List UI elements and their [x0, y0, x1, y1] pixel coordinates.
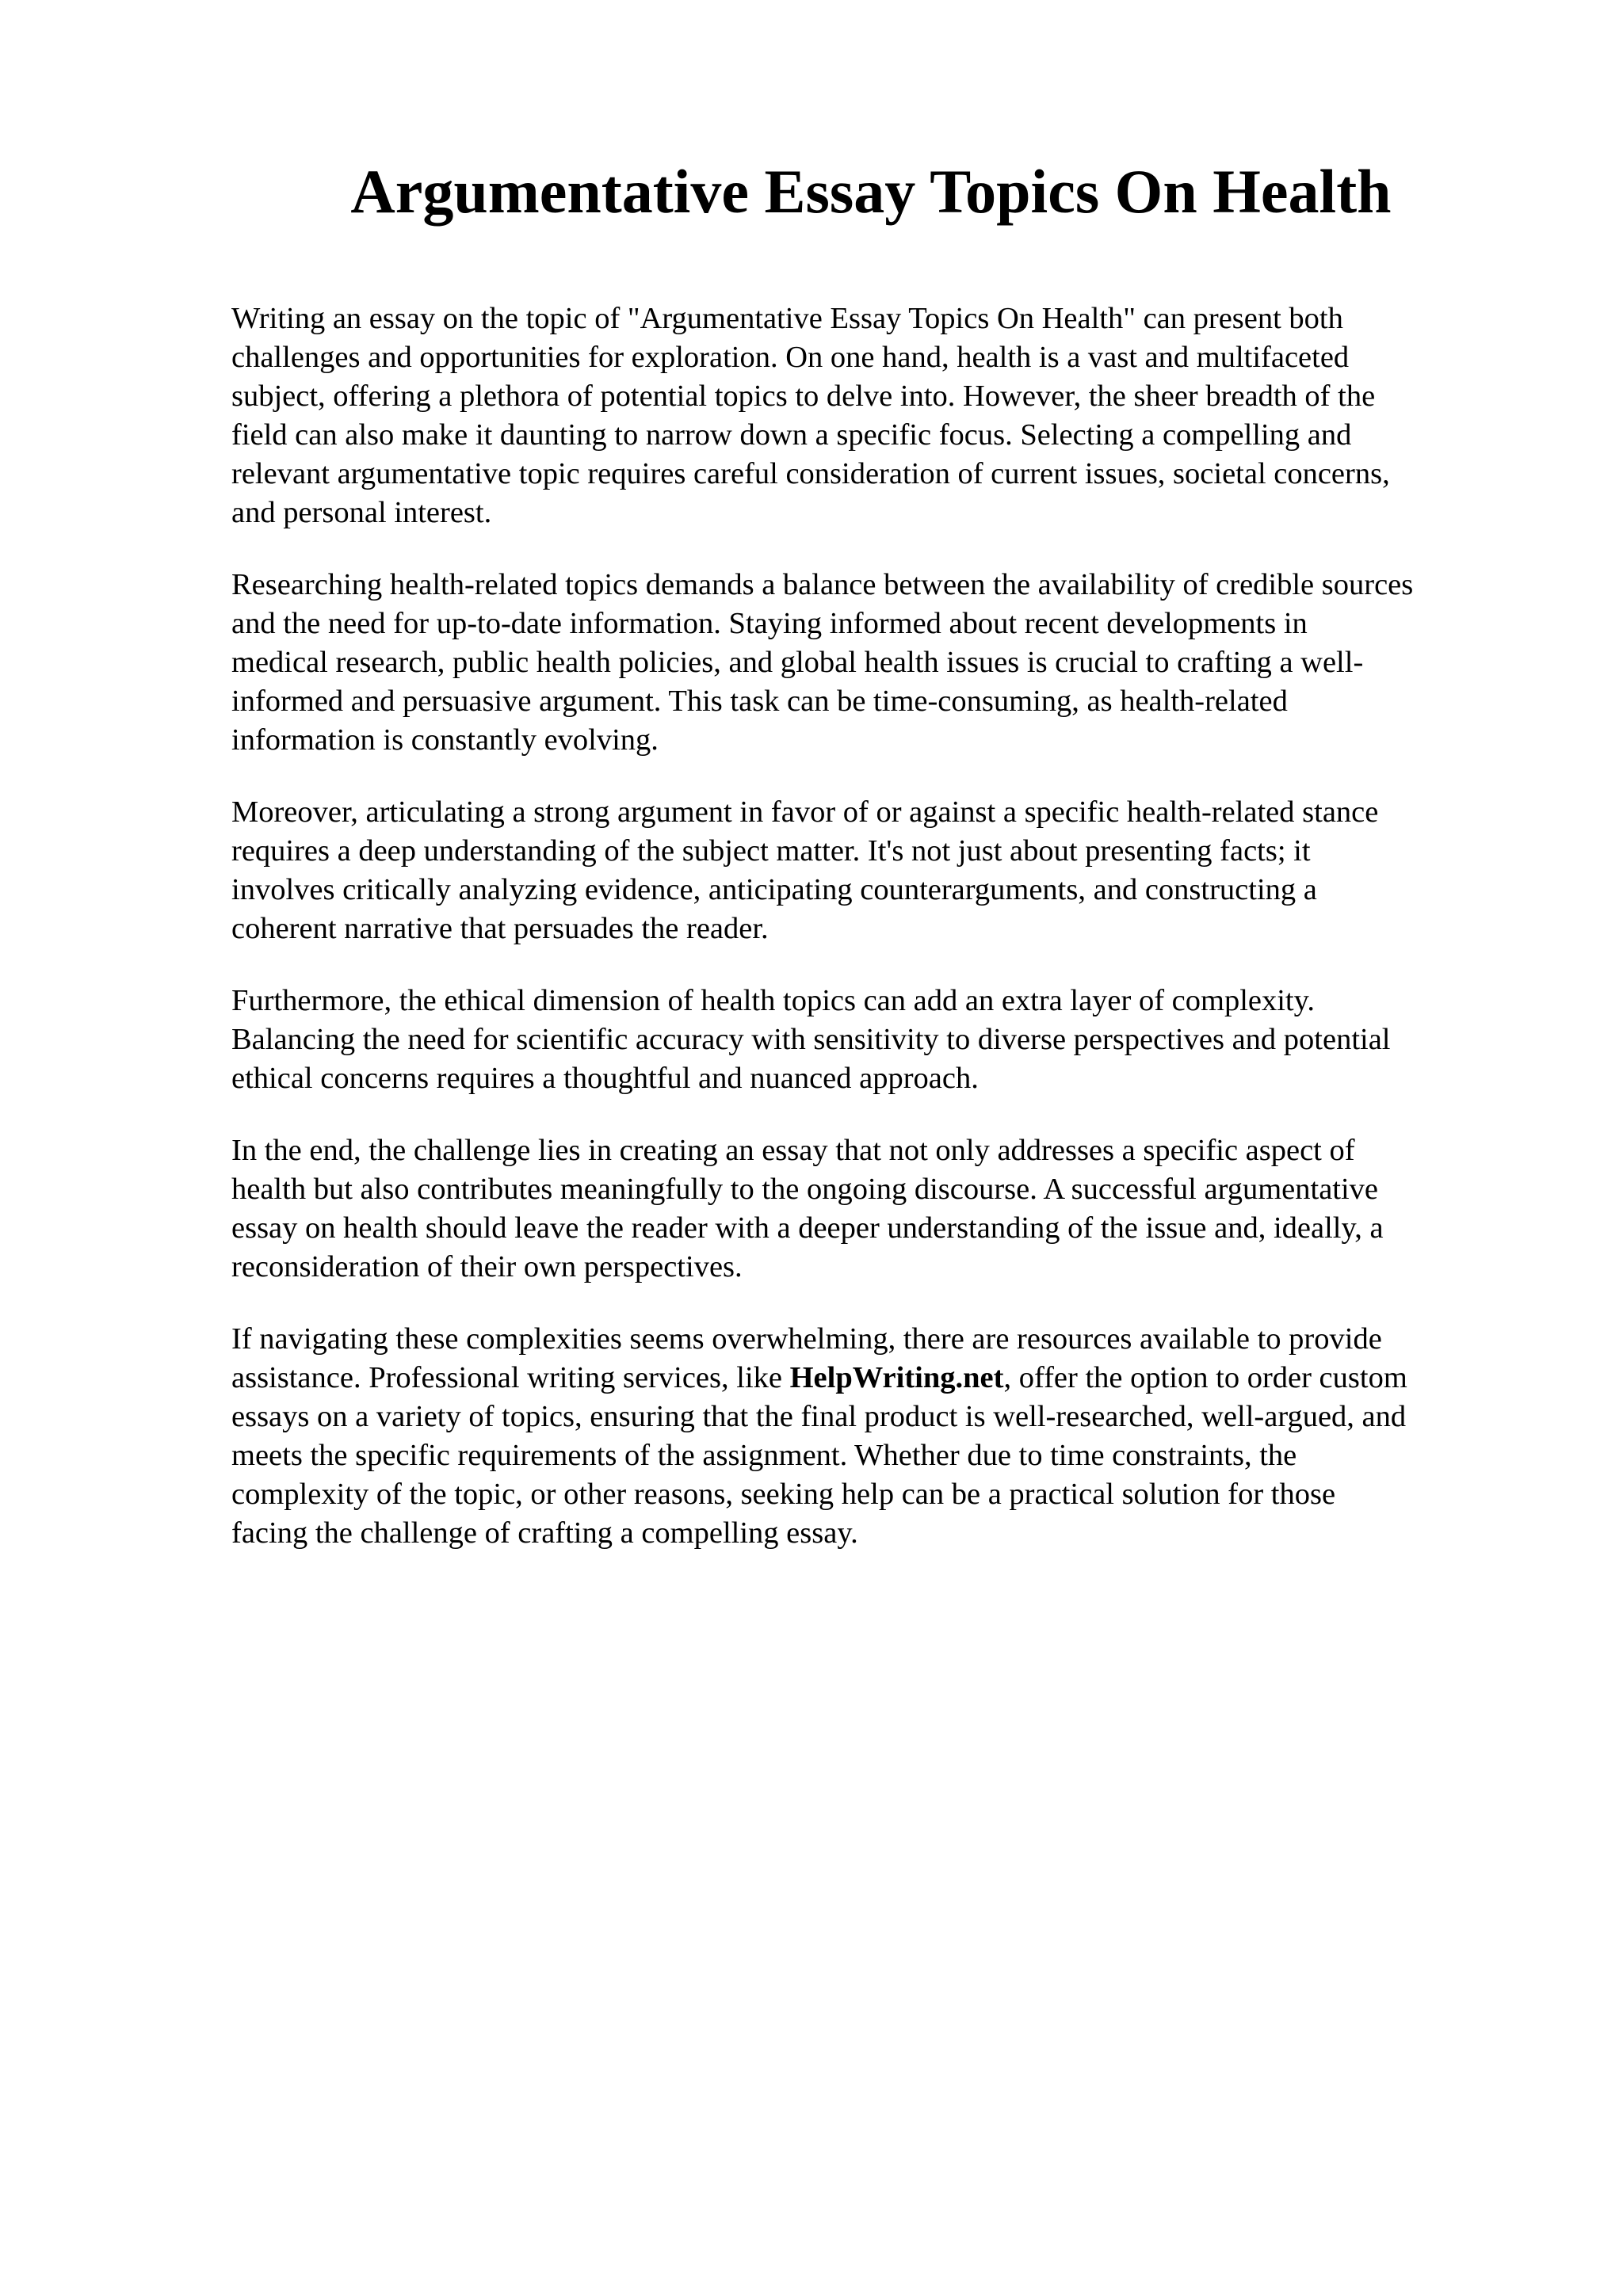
- text-line: complexity of the topic, or other reasons, seeking help can be a practical solution for those: [231, 1478, 1336, 1511]
- helpwriting-brand-name: HelpWriting.net: [789, 1361, 1004, 1394]
- paragraph-2: [231, 566, 1515, 760]
- text-line: Moreover, articulating a strong argument in favor of or against a specific health-related stance: [231, 795, 1379, 829]
- text-line: essay on health should leave the reader with a deeper understanding of the issue and, ideally, a: [231, 1211, 1384, 1245]
- text-line: requires a deep understanding of the subject matter. It's not just about presenting facts; it: [231, 834, 1311, 868]
- text-line-with-link: [231, 1359, 1515, 1398]
- text-line: relevant argumentative topic requires careful consideration of current issues, societal concerns,: [231, 457, 1390, 490]
- text-line: involves critically analyzing evidence, anticipating counterarguments, and constructing a: [231, 873, 1317, 906]
- text-line: field can also make it daunting to narrow down a specific focus. Selecting a compelling and: [231, 418, 1352, 452]
- text-line: essays on a variety of topics, ensuring that the final product is well-researched, well-argued, and: [231, 1400, 1407, 1433]
- text-line: ethical concerns requires a thoughtful and nuanced approach.: [231, 1062, 979, 1095]
- text-line: Furthermore, the ethical dimension of health topics can add an extra layer of complexity.: [231, 984, 1315, 1017]
- text-line: Writing an essay on the topic of "Argumentative Essay Topics On Health" can present both: [231, 302, 1343, 335]
- paragraph-4: [231, 982, 1515, 1098]
- text-line: challenges and opportunities for exploration. On one hand, health is a vast and multifaceted: [231, 341, 1350, 374]
- text-line: Researching health-related topics demands a balance between the availability of credible sources: [231, 568, 1414, 601]
- text-line: informed and persuasive argument. This task can be time-consuming, as health-related: [231, 685, 1288, 718]
- text-fragment: assistance. Professional writing services, like: [231, 1361, 790, 1394]
- text-line: coherent narrative that persuades the reader.: [231, 912, 769, 945]
- text-line: Balancing the need for scientific accuracy with sensitivity to diverse perspectives and potential: [231, 1023, 1391, 1056]
- text-line: subject, offering a plethora of potential topics to delve into. However, the sheer breadth of the: [231, 379, 1376, 413]
- text-line: meets the specific requirements of the assignment. Whether due to time constraints, the: [231, 1439, 1297, 1472]
- essay-body: [231, 299, 1515, 1586]
- paragraph-5: [231, 1131, 1515, 1287]
- page-title: Argumentative Essay Topics On Health: [350, 157, 1392, 226]
- text-line: facing the challenge of crafting a compelling essay.: [231, 1516, 858, 1550]
- text-line: reconsideration of their own perspectives.: [231, 1250, 743, 1283]
- text-line: health but also contributes meaningfully to the ongoing discourse. A successful argumentative: [231, 1173, 1379, 1206]
- text-line: information is constantly evolving.: [231, 723, 659, 757]
- paragraph-6: [231, 1320, 1515, 1553]
- text-line: and the need for up-to-date information. Staying informed about recent developments in: [231, 607, 1308, 640]
- text-fragment: , offer the option to order custom: [1003, 1361, 1407, 1394]
- text-line: If navigating these complexities seems overwhelming, there are resources available to provide: [231, 1322, 1382, 1356]
- text-line: and personal interest.: [231, 496, 492, 529]
- text-line: medical research, public health policies, and global health issues is crucial to crafting a well-: [231, 646, 1364, 679]
- paragraph-1: [231, 299, 1515, 532]
- paragraph-3: [231, 793, 1515, 948]
- text-line: In the end, the challenge lies in creating an essay that not only addresses a specific aspect of: [231, 1134, 1355, 1167]
